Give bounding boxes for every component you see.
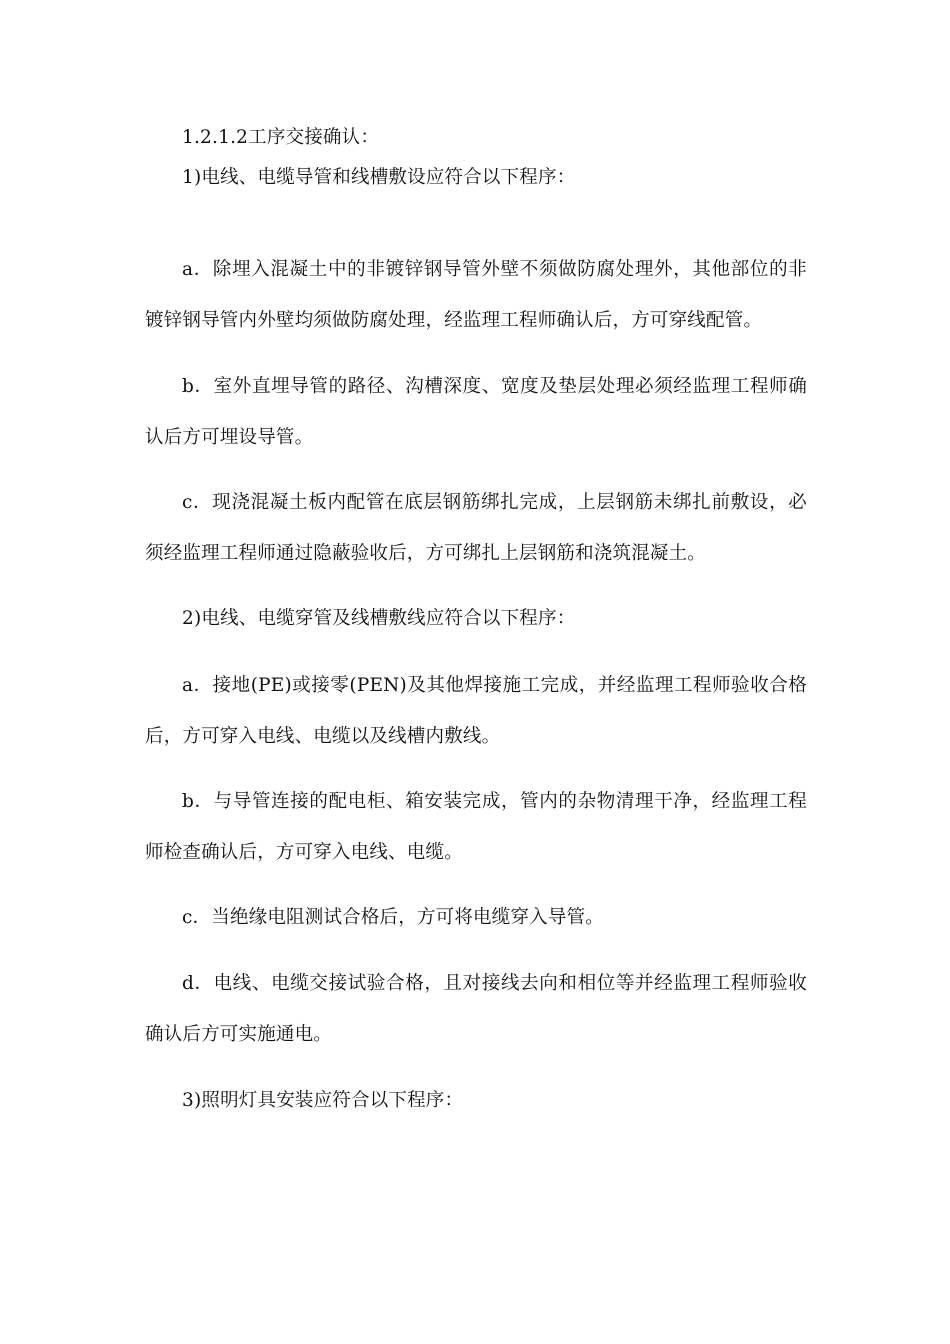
paragraph-1c: c．现浇混凝土板内配管在底层钢筋绑扎完成，上层钢筋未绑扎前敷设，必须经监理工程师通过隐蔽验收后，方可绑扎上层钢筋和浇筑混凝土。 <box>145 492 807 564</box>
paragraph-2c: c．当绝缘电阻测试合格后，方可将电缆穿入导管。 <box>182 907 604 928</box>
paragraph-2b: b．与导管连接的配电柜、箱安装完成，管内的杂物清理干净，经监理工程师检查确认后，方可穿入电线、电缆。 <box>145 791 807 863</box>
paragraph-2d: d．电线、电缆交接试验合格，且对接线去向和相位等并经监理工程师验收确认后方可实施通电。 <box>145 973 807 1045</box>
paragraph-1b: b．室外直埋导管的路径、沟槽深度、宽度及垫层处理必须经监理工程师确认后方可埋设导管。 <box>145 376 807 448</box>
paragraph-2a: a．接地(PE)或接零(PEN)及其他焊接施工完成，并经监理工程师验收合格后，方可穿入电线、电缆以及线槽内敷线。 <box>145 675 807 747</box>
paragraph-1a: a．除埋入混凝土中的非镀锌钢导管外壁不须做防腐处理外，其他部位的非镀锌钢导管内外壁均须做防腐处理，经监理工程师确认后，方可穿线配管。 <box>145 259 807 331</box>
paragraph-3: 3)照明灯具安装应符合以下程序： <box>182 1090 464 1111</box>
section-heading: 1.2.1.2工序交接确认： <box>182 127 380 148</box>
paragraph-1: 1)电线、电缆导管和线槽敷设应符合以下程序： <box>182 167 576 188</box>
paragraph-2: 2)电线、电缆穿管及线槽敷线应符合以下程序： <box>182 608 576 629</box>
